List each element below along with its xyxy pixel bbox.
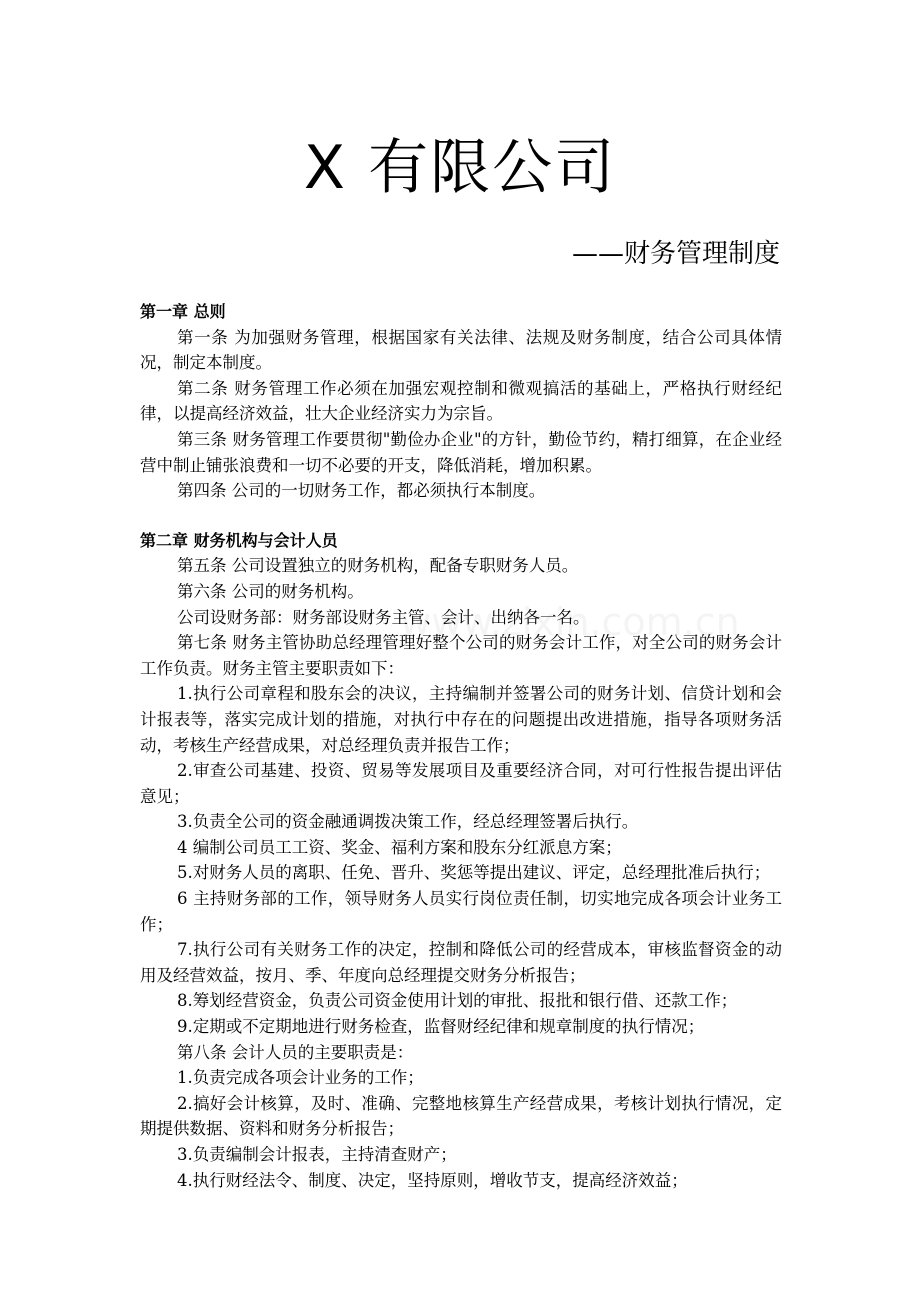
paragraph: 5.对财务人员的离职、任免、晋升、奖惩等提出建议、评定，总经理批准后执行； bbox=[177, 863, 771, 883]
paragraph: 第一条 为加强财务管理，根据国家有关法律、法规及财务制度，结合公司具体情况，制定本制度。 bbox=[140, 327, 782, 373]
document-subtitle: ——财务管理制度 bbox=[571, 239, 780, 269]
paragraph: 4 编制公司员工工资、奖金、福利方案和股东分红派息方案； bbox=[177, 837, 622, 857]
paragraph: 第二条 财务管理工作必须在加强宏观控制和微观搞活的基础上，严格执行财经纪律，以提高经济效益，壮大企业经济实力为宗旨。 bbox=[140, 378, 782, 424]
chapter-2-heading: 第二章 财务机构与会计人员 bbox=[140, 530, 338, 550]
document-body bbox=[140, 299, 782, 1193]
document-title: X 有限公司 bbox=[303, 133, 617, 203]
paragraph: 公司设财务部：财务部设财务主管、会计、出纳各一名。 bbox=[177, 607, 590, 627]
paragraph: 第五条 公司设置独立的财务机构，配备专职财务人员。 bbox=[177, 556, 579, 576]
paragraph: 2.搞好会计核算，及时、准确、完整地核算生产经营成果，考核计划执行情况，定期提供数据、资料和财务分析报告； bbox=[140, 1093, 782, 1139]
chapter-2-content bbox=[140, 553, 782, 1193]
paragraph: 6 主持财务部的工作，领导财务人员实行岗位责任制，切实地完成各项会计业务工作； bbox=[140, 889, 782, 934]
paragraph: 2.审查公司基建、投资、贸易等发展项目及重要经济合同，对可行性报告提出评估意见； bbox=[140, 761, 782, 806]
paragraph: 第七条 财务主管协助总经理管理好整个公司的财务会计工作，对全公司的财务会计工作负责。财务主管主要职责如下： bbox=[140, 633, 782, 678]
paragraph: 3.负责编制会计报表，主持清查财产； bbox=[177, 1145, 457, 1164]
chapter-1-heading: 第一章 总则 bbox=[140, 302, 226, 321]
paragraph: 第六条 公司的财务机构。 bbox=[177, 581, 364, 601]
paragraph: 9.定期或不定期地进行财务检查，监督财经纪律和规章制度的执行情况； bbox=[177, 1017, 705, 1037]
paragraph: 1.负责完成各项会计业务的工作； bbox=[177, 1068, 424, 1088]
paragraph: 8.筹划经营资金，负责公司资金使用计划的审批、报批和银行借、还款工作； bbox=[177, 991, 738, 1011]
paragraph: 第三条 财务管理工作要贯彻"勤俭办企业"的方针，勤俭节约，精打细算，在企业经营中制止铺张浪费和一切不必要的开支，降低消耗，增加积累。 bbox=[140, 429, 782, 475]
paragraph: 第八条 会计人员的主要职责是： bbox=[177, 1042, 414, 1062]
paragraph: 7.执行公司有关财务工作的决定，控制和降低公司的经营成本，审核监督资金的动用及经营效益，按月、季、年度向总经理提交财务分析报告； bbox=[140, 940, 782, 985]
chapter-1-content bbox=[140, 325, 782, 504]
paragraph: 3.负责全公司的资金融通调拨决策工作，经总经理签署后执行。 bbox=[177, 812, 639, 832]
paragraph: 第四条 公司的一切财务工作，都必须执行本制度。 bbox=[177, 481, 546, 501]
paragraph: 1.执行公司章程和股东会的决议，主持编制并签署公司的财务计划、信贷计划和会计报表等，落实完成计划的措施，对执行中存在的问题提出改进措施，指导各项财务活动，考核生产经营成果，对总经理负责并报告工作； bbox=[140, 684, 782, 755]
paragraph: 4.执行财经法令、制度、决定，坚持原则，增收节支，提高经济效益； bbox=[177, 1170, 688, 1190]
